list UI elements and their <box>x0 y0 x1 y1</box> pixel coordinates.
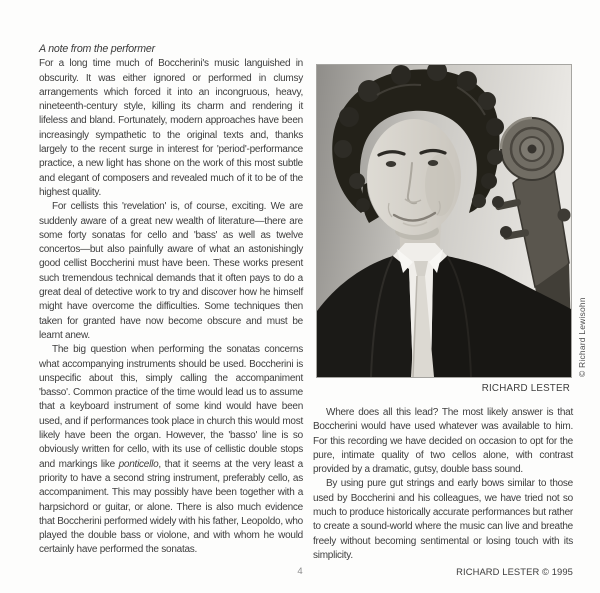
portrait-photo <box>316 64 572 378</box>
paragraph-where-does-this-lead: Where does all this lead? The most likely answer is that Boccherini would have used whatever was available to him. For this recording we have decided on occasion to opt for the pure, intimate quality of two cellos alone, with contrast provided by a dramatic, gutsy, double bass sound. <box>313 407 573 476</box>
paragraph-accompaniment <box>39 343 303 557</box>
italic-term: ponticello <box>118 458 159 470</box>
paragraph-revelation: For cellists this 'revelation' is, of course, exciting. We are suddenly aware of a great new wealth of literature—there are some forty sonatas for cello and 'bass' as well as twelve concertos—but also painfully aware of what an astonishingly good cellist Boccherini must have been. These works present such tremendous technical demands that it often pays to do a great deal of detective work to try and discover how he himself might have overcome the difficulties. Some techniques then taken for granted have now become obscure and must be learnt anew. <box>39 201 303 341</box>
paragraph-segment-after: , that it seems at the very least a priority to have a second string instrument, preferably cello, as accompaniment. This may possibly have been together with a harpsichord or guitar, or alone. There is also much evidence that Boccherini performed widely with his father, Leopoldo, who played the double bass or violone, and with whom he would certainly have performed the sonatas. <box>39 458 303 556</box>
photo-caption: RICHARD LESTER <box>481 383 570 394</box>
right-column <box>313 406 573 577</box>
page-number: 4 <box>297 566 303 577</box>
paragraph-obscurity: For a long time much of Boccherini's music languished in obscurity. It was either ignored or performed in clumsy arrangements which forced it into an incongruous, heavy, nineteenth-century style, killing its charm and rendering it lifeless and bland. Fortunately, modern approaches have been increasingly sympathetic to the original texts and, thanks largely to the recent surge in interest for 'period'-performance practice, a new light has shone on the work of this most subtle and elegant of composers and revealed much of it to be of the highest quality. <box>39 58 303 198</box>
section-heading: A note from the performer <box>39 43 155 55</box>
photo-credit: © Richard Lewisohn <box>577 297 587 377</box>
author-byline: RICHARD LESTER © 1995 <box>456 566 573 578</box>
paragraph-segment-before: The big question when performing the sonatas concerns what accompanying instruments should be used. Boccherini is unspecific about this, simply calling the accompaniment 'basso'. Common practice of the time would lead us to assume that a keyboard instrument of some kind would have been used, and if performances took place in church this would most likely have been the organ. However, the 'basso' line is so obviously written for cello, with its use of cellistic double stops and markings like <box>39 344 303 470</box>
left-column <box>39 42 303 558</box>
portrait-photo-illustration <box>317 65 571 377</box>
paragraph-gut-strings: By using pure gut strings and early bows similar to those used by Boccherini and his colleagues, we have tried not so much to produce historically accurate performances but rather to create a sound-world where the music can live and breathe freely without becoming sentimental or losing touch with its simplicity. <box>313 478 573 561</box>
